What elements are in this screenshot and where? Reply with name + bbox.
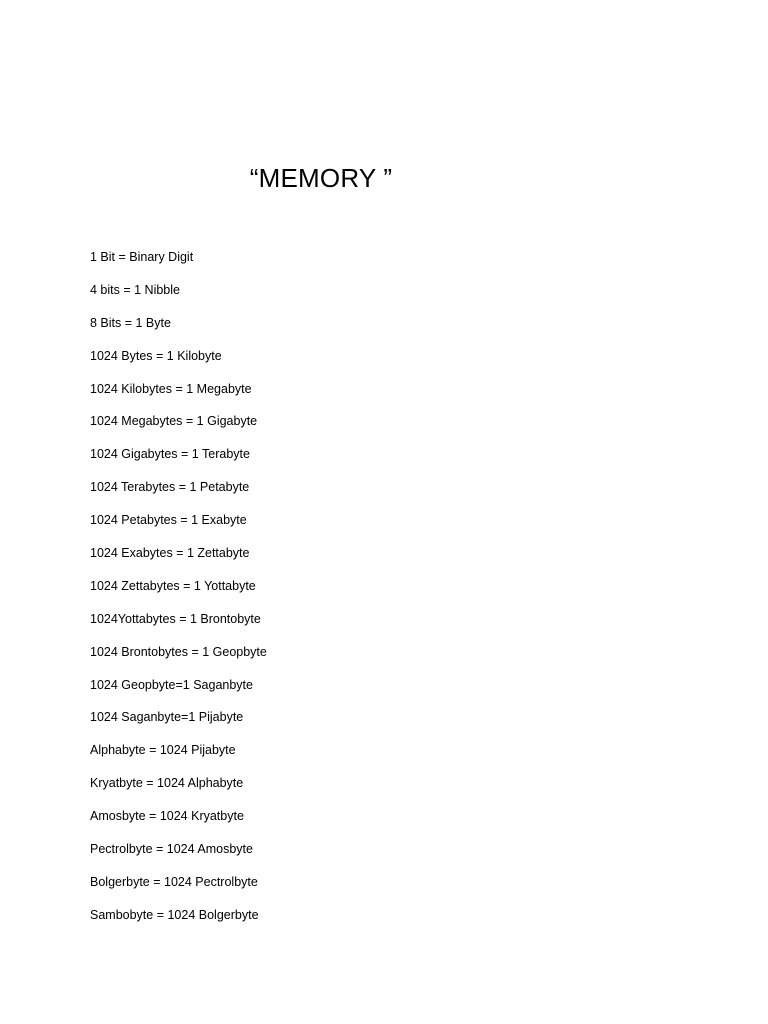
list-item: Pectrolbyte = 1024 Amosbyte	[90, 842, 253, 857]
list-item: 8 Bits = 1 Byte	[90, 315, 171, 330]
list-item: 1024 Zettabytes = 1 Yottabyte	[90, 578, 256, 593]
document-title: “MEMORY ”	[249, 163, 393, 193]
list-item: 1024 Megabytes = 1 Gigabyte	[90, 414, 258, 429]
list-item: Bolgerbyte = 1024 Pectrolbyte	[90, 874, 258, 889]
list-item: 1024 Kilobytes = 1 Megabyte	[90, 381, 252, 396]
list-item: 1024 Saganbyte=1 Pijabyte	[90, 710, 244, 725]
list-item: 1024 Brontobytes = 1 Geopbyte	[90, 644, 267, 659]
list-item: 1024 Terabytes = 1 Petabyte	[90, 480, 250, 495]
list-item: Sambobyte = 1024 Bolgerbyte	[90, 907, 259, 922]
list-item: 1024 Gigabytes = 1 Terabyte	[90, 447, 250, 462]
list-item: 1024 Petabytes = 1 Exabyte	[90, 513, 247, 528]
list-item: Amosbyte = 1024 Kryatbyte	[90, 809, 244, 824]
list-item: 4 bits = 1 Nibble	[90, 282, 180, 297]
memory-units-list	[90, 248, 267, 939]
list-item: Kryatbyte = 1024 Alphabyte	[90, 776, 244, 791]
list-item: 1024 Geopbyte=1 Saganbyte	[90, 677, 253, 692]
list-item: 1024Yottabytes = 1 Brontobyte	[90, 611, 261, 626]
list-item: 1 Bit = Binary Digit	[90, 250, 194, 264]
list-item: Alphabyte = 1024 Pijabyte	[90, 743, 236, 758]
list-item: 1024 Exabytes = 1 Zettabyte	[90, 546, 250, 561]
list-item: 1024 Bytes = 1 Kilobyte	[90, 348, 222, 363]
